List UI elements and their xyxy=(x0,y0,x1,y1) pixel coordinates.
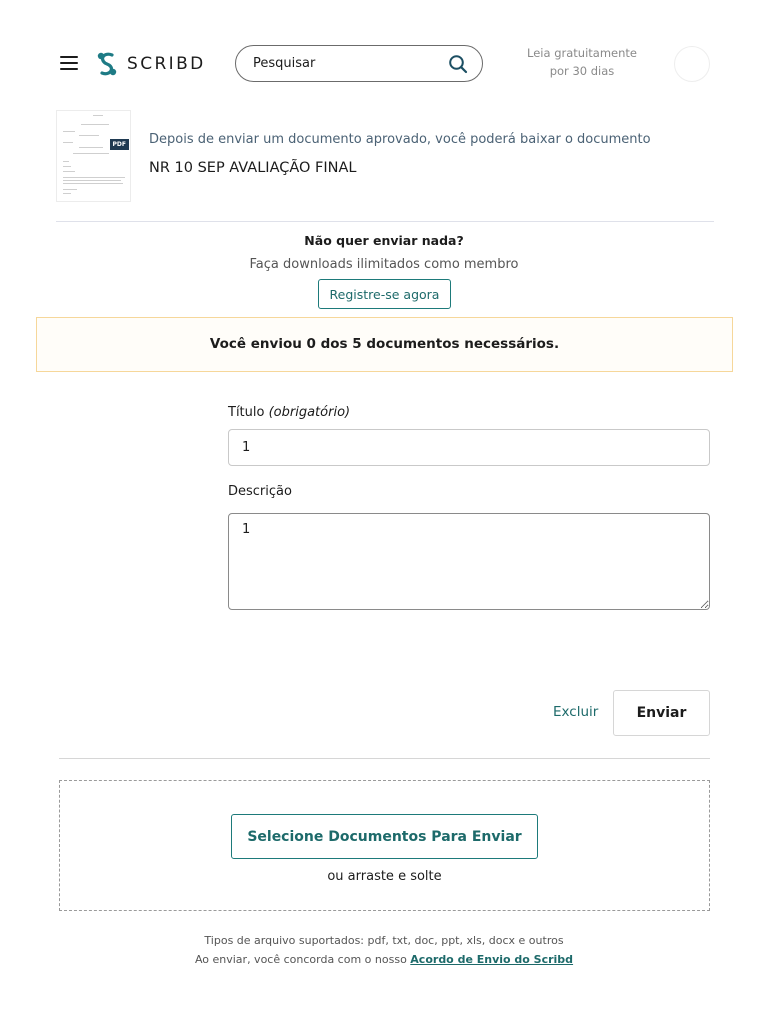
upload-agreement-link[interactable]: Acordo de Envio do Scribd xyxy=(410,953,574,966)
document-banner xyxy=(56,110,714,222)
pdf-badge: PDF xyxy=(110,139,129,150)
search-input[interactable] xyxy=(251,55,431,72)
promo-subtitle: Faça downloads ilimitados como membro xyxy=(249,257,519,272)
title-label xyxy=(228,405,350,420)
logo-text: SCRIBD xyxy=(127,54,206,74)
search-box[interactable] xyxy=(235,45,483,82)
file-dropzone[interactable] xyxy=(59,780,710,911)
upload-progress-notice: Você enviou 0 dos 5 documentos necessários. xyxy=(36,317,733,372)
avatar[interactable] xyxy=(674,46,710,82)
document-thumbnail xyxy=(56,110,131,202)
hamburger-menu-icon[interactable] xyxy=(56,52,82,74)
description-textarea[interactable] xyxy=(228,513,710,610)
title-label-text: Título xyxy=(228,405,265,420)
scribd-logo-icon xyxy=(96,50,118,78)
free-trial-link[interactable] xyxy=(512,44,652,80)
top-navigation xyxy=(0,0,768,110)
promo-question: Não quer enviar nada? xyxy=(304,233,464,248)
agreement-prefix: Ao enviar, você concorda com o nosso xyxy=(194,953,407,966)
divider xyxy=(59,758,710,759)
title-required-text: (obrigatório) xyxy=(268,405,351,420)
delete-link[interactable]: Excluir xyxy=(553,704,599,720)
trial-line-1: Leia gratuitamente xyxy=(527,46,637,60)
title-input[interactable] xyxy=(228,429,710,466)
select-documents-button[interactable]: Selecione Documentos Para Enviar xyxy=(231,814,538,859)
document-title: NR 10 SEP AVALIAÇÃO FINAL xyxy=(149,160,357,176)
trial-line-2: por 30 dias xyxy=(549,64,615,78)
scribd-logo[interactable] xyxy=(96,50,206,78)
supported-file-types: Tipos de arquivo suportados: pdf, txt, doc, ppt, xls, docx e outros xyxy=(204,934,564,947)
search-icon[interactable] xyxy=(448,54,468,74)
upload-agreement xyxy=(0,953,768,966)
register-button[interactable]: Registre-se agora xyxy=(318,279,451,309)
send-button[interactable]: Enviar xyxy=(613,690,710,736)
download-note: Depois de enviar um documento aprovado, você poderá baixar o documento xyxy=(149,132,651,147)
drag-drop-text: ou arraste e solte xyxy=(327,869,442,884)
description-label: Descrição xyxy=(228,484,292,499)
